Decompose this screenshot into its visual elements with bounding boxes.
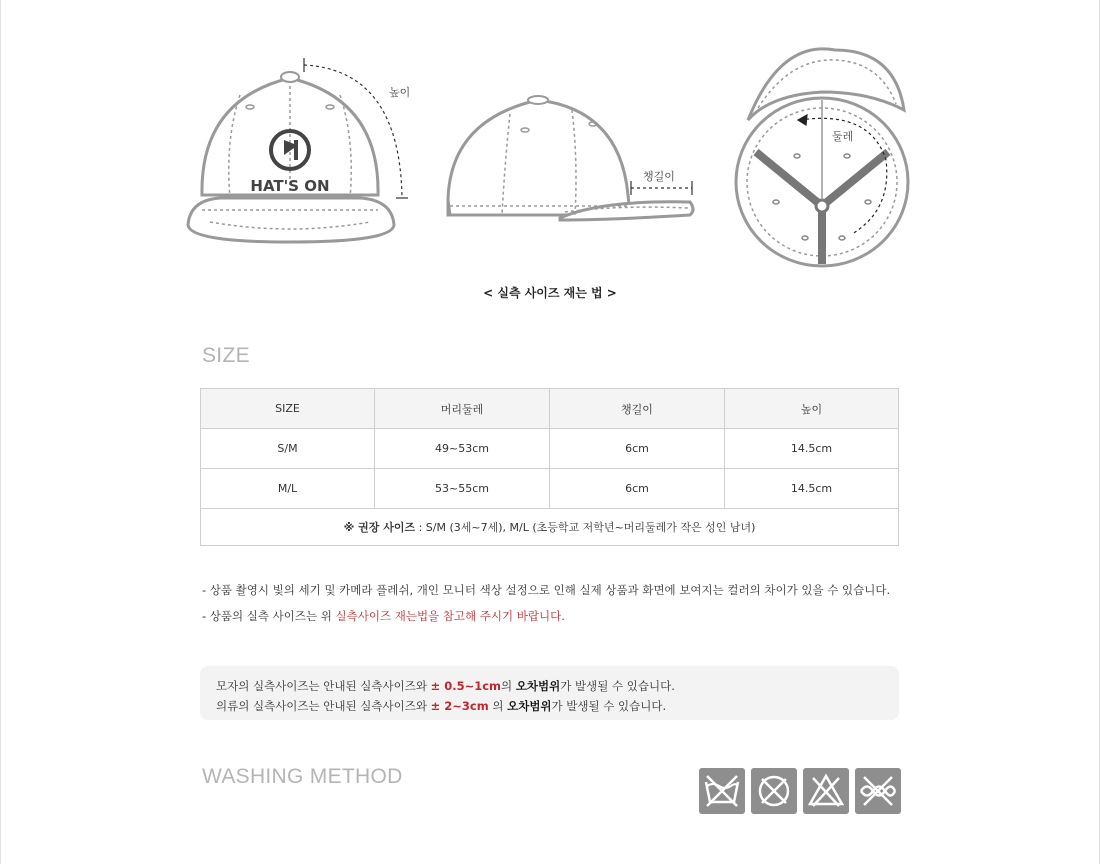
tolerance-text: 가 발생될 수 있습니다. (560, 679, 675, 693)
washing-icons (699, 768, 901, 814)
cap-front-view (188, 72, 394, 242)
tolerance-emphasis: 오차범위 (515, 679, 561, 693)
measurement-caption: < 실측 사이즈 재는 법 > (483, 286, 617, 300)
tolerance-box (200, 666, 899, 720)
size-table-header-cell: 머리둘레 (375, 389, 550, 429)
height-label: 높이 (389, 86, 411, 99)
tolerance-text: 가 발생될 수 있습니다. (551, 699, 667, 713)
size-table-header-cell: SIZE (201, 389, 375, 429)
tolerance-text: 의 (488, 699, 508, 713)
tolerance-value: ± 0.5~1cm (430, 679, 502, 693)
tolerance-clothing-line (216, 696, 883, 716)
cap-button (816, 200, 828, 212)
table-cell: S/M (201, 429, 375, 469)
table-cell: 6cm (550, 429, 725, 469)
recommend-label: ※ 권장 사이즈 (343, 521, 416, 534)
table-cell: 14.5cm (725, 429, 899, 469)
table-row (201, 469, 899, 509)
note-measure-prefix: - 상품의 실측 사이즈는 위 (202, 609, 336, 623)
tolerance-cap-line (216, 676, 883, 696)
tolerance-text: 의 (501, 679, 516, 693)
note-measure-highlight: 실측사이즈 재는법을 참고해 주시기 바랍니다. (335, 609, 565, 623)
table-cell: 14.5cm (725, 469, 899, 509)
cap-side-view (448, 96, 693, 220)
no-machine-wash-icon (699, 768, 745, 814)
table-cell: 53~55cm (375, 469, 550, 509)
washing-section-title: WASHING METHOD (202, 765, 403, 788)
brim-label: 챙길이 (643, 170, 675, 183)
size-table-header-cell: 높이 (725, 389, 899, 429)
tolerance-emphasis: 오차범위 (507, 699, 552, 713)
recommend-row (201, 509, 899, 546)
size-table-header-row (201, 389, 899, 429)
tolerance-value: ± 2~3cm (430, 699, 489, 713)
size-table-header-cell: 챙길이 (550, 389, 725, 429)
table-cell: 49~53cm (375, 429, 550, 469)
recommend-text: : S/M (3세~7세), M/L (초등학교 저학년~머리둘레가 작은 성인 남녀) (415, 521, 756, 534)
table-cell: M/L (201, 469, 375, 509)
size-table (200, 388, 899, 546)
circumference-label: 둘레 (832, 130, 854, 143)
no-tumble-dry-icon (751, 768, 797, 814)
brand-logo-text: HAT'S ON (250, 177, 330, 195)
note-color-difference: - 상품 촬영시 빛의 세기 및 카메라 플레쉬, 개인 모니터 색상 설정으로 인해 실제 상품과 화면에 보여지는 컬러의 차이가 있을 수 있습니다. (202, 583, 891, 597)
note-measure-reference (202, 609, 902, 623)
cap-measurement-illustration (180, 40, 920, 280)
notes-list (202, 583, 902, 635)
size-section-title: SIZE (202, 344, 250, 367)
table-row (201, 429, 899, 469)
tolerance-text: 의류의 실측사이즈는 안내된 실측사이즈와 (216, 699, 431, 713)
no-bleach-icon (803, 768, 849, 814)
tolerance-text: 모자의 실측사이즈는 안내된 실측사이즈와 (216, 679, 431, 693)
brim-measure-line (631, 181, 692, 195)
no-twist-icon (855, 768, 901, 814)
table-cell: 6cm (550, 469, 725, 509)
recommend-cell (201, 509, 899, 546)
